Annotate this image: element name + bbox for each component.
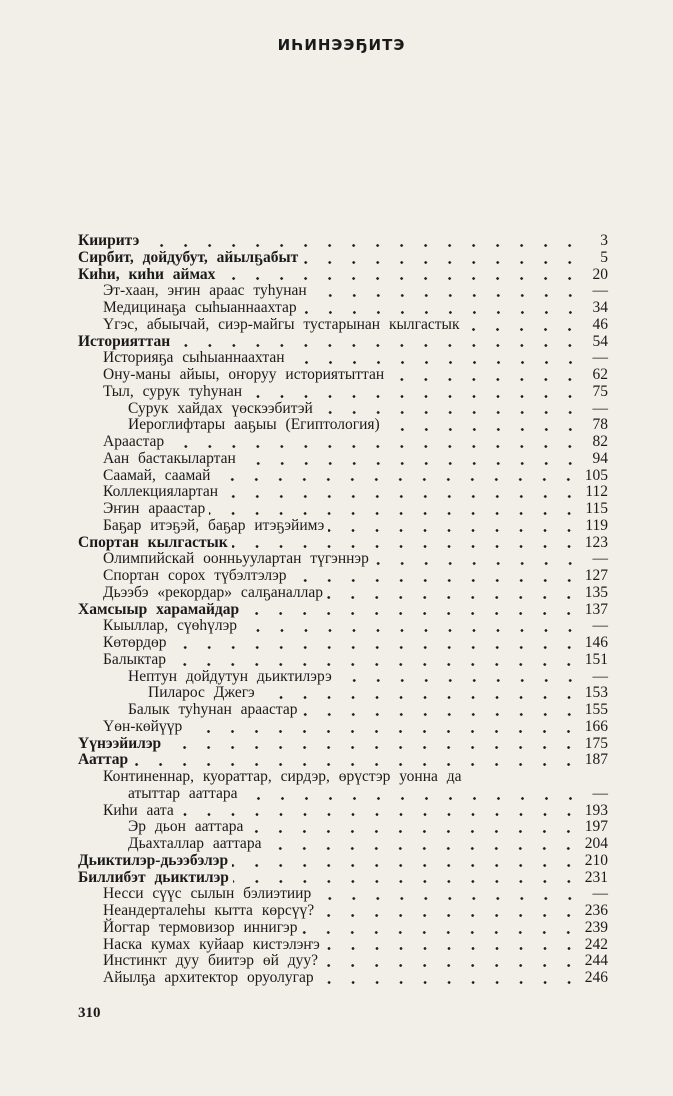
toc-entry bbox=[78, 769, 608, 786]
toc-entry bbox=[78, 451, 608, 468]
toc-entry-page: 151 bbox=[584, 650, 608, 668]
toc-entry bbox=[78, 886, 608, 903]
toc-entry bbox=[78, 903, 608, 920]
toc-entry bbox=[78, 468, 608, 485]
toc-entry-title: Киһи аата bbox=[103, 801, 174, 819]
toc-entry-title: Үөн-көйүүр bbox=[103, 717, 183, 735]
toc-entry-title: Киһи, киһи аймах bbox=[78, 265, 216, 283]
toc-entry-page: — bbox=[592, 667, 608, 685]
dot-leader bbox=[171, 646, 581, 649]
toc-entry-page: 204 bbox=[584, 835, 608, 852]
toc-entry-title: Несси сүүс сылын бэлиэтиир bbox=[103, 885, 312, 903]
toc-entry bbox=[78, 635, 608, 652]
toc-entry-title: Үгэс, абыычай, сиэр-майгы тустарынан кылгастык bbox=[103, 315, 460, 333]
dot-leader bbox=[289, 361, 583, 364]
toc-entry-title: Йогтар термовизор иннигэр bbox=[103, 918, 298, 936]
toc-entry-page: 137 bbox=[584, 600, 608, 618]
toc-entry-page: 197 bbox=[584, 818, 608, 836]
toc-entry-page: 75 bbox=[592, 382, 608, 400]
toc-entry bbox=[78, 250, 608, 267]
page-heading: ИҺИНЭЭҔИТЭ bbox=[277, 36, 406, 54]
toc-entry-title: атыттар ааттара bbox=[128, 784, 238, 802]
dot-leader bbox=[291, 579, 581, 582]
toc-entry bbox=[78, 551, 608, 568]
toc-entry-page: 46 bbox=[592, 315, 608, 333]
toc-entry-title: Сирбит, дойдубут, айылҕабыт bbox=[78, 248, 299, 266]
toc-entry bbox=[78, 334, 608, 351]
toc-entry-title: Инстинкт дуу биитэр өй дуу? bbox=[103, 952, 319, 970]
toc-entry bbox=[78, 233, 608, 250]
toc-entry-page: 166 bbox=[584, 717, 608, 735]
toc-entry bbox=[78, 618, 608, 635]
dot-leader bbox=[327, 596, 581, 599]
toc-entry bbox=[78, 535, 608, 552]
toc-entry bbox=[78, 518, 608, 535]
toc-entry-title: Спортан сорох түбэлтэлэр bbox=[103, 567, 287, 584]
dot-leader bbox=[301, 311, 582, 314]
toc-entry-page: — bbox=[592, 349, 608, 367]
toc-entry-page: — bbox=[592, 784, 608, 802]
dot-leader bbox=[373, 562, 582, 565]
toc-entry-page: 115 bbox=[585, 500, 608, 517]
toc-entry-page: 236 bbox=[584, 902, 608, 919]
toc-entry bbox=[78, 652, 608, 669]
toc-entry bbox=[78, 317, 608, 334]
dot-leader bbox=[265, 847, 580, 850]
toc-entry bbox=[78, 434, 608, 451]
toc-entry-page: — bbox=[592, 550, 608, 568]
toc-entry-page: — bbox=[592, 617, 608, 635]
toc-entry-page: — bbox=[592, 885, 608, 903]
toc-entry-title: Олимпийскай оонньуулартан түгэннэр bbox=[103, 550, 369, 568]
toc-entry-page: 112 bbox=[585, 483, 608, 501]
toc-entry bbox=[78, 501, 608, 518]
toc-entry-page: 127 bbox=[584, 567, 608, 584]
toc-entry-page: 5 bbox=[600, 248, 608, 266]
toc-entry-title: Аан бастакылартан bbox=[103, 449, 236, 467]
toc-entry-title: Историяттан bbox=[78, 332, 171, 350]
toc-entry-title: Ааттар bbox=[78, 751, 129, 769]
toc-entry bbox=[78, 752, 608, 769]
toc-entry-title: Спортан кылгастык bbox=[78, 533, 228, 551]
toc-entry-title: Тыл, сурук туһунан bbox=[103, 382, 243, 400]
dot-leader bbox=[233, 880, 581, 883]
dot-leader bbox=[209, 512, 581, 515]
toc-entry-page: — bbox=[592, 282, 608, 300]
dot-leader bbox=[168, 445, 582, 448]
toc-entry-page: 231 bbox=[584, 868, 608, 886]
dot-leader bbox=[318, 914, 581, 917]
toc-entry-title: Биллибэт дьиктилэр bbox=[78, 868, 229, 886]
toc-entry bbox=[78, 953, 608, 970]
dot-leader bbox=[247, 830, 580, 833]
toc-entry-title: Баҕар итэҕэй, баҕар итэҕэйимэ bbox=[103, 516, 325, 534]
toc-entry bbox=[78, 970, 608, 987]
toc-entry-page: 82 bbox=[592, 433, 608, 450]
toc-entry bbox=[78, 367, 608, 384]
toc-entry-title: Кииритэ bbox=[78, 232, 140, 249]
toc-entry bbox=[78, 283, 608, 300]
toc-entry bbox=[78, 384, 608, 401]
toc-entry bbox=[78, 870, 608, 887]
toc-entry bbox=[78, 920, 608, 937]
toc-entry-title: Айылҕа архитектор оруолугар bbox=[103, 969, 314, 986]
table-of-contents bbox=[78, 233, 608, 987]
toc-entry-title: Эр дьон ааттара bbox=[128, 818, 244, 836]
toc-entry bbox=[78, 350, 608, 367]
toc-entry-page: 193 bbox=[584, 801, 608, 819]
dot-leader bbox=[318, 981, 581, 984]
dot-leader bbox=[240, 462, 582, 465]
toc-entry-title: Неандерталеһы кытта көрсүү? bbox=[103, 902, 315, 919]
toc-entry-page: 146 bbox=[584, 634, 608, 651]
toc-entry-page: 3 bbox=[600, 232, 608, 249]
toc-entry-title: Балыктар bbox=[103, 650, 166, 668]
toc-entry bbox=[78, 669, 608, 686]
dot-leader bbox=[219, 277, 582, 280]
dot-leader bbox=[328, 529, 581, 532]
toc-entry bbox=[78, 736, 608, 753]
toc-entry-title: Хамсыыр харамайдар bbox=[78, 600, 240, 618]
toc-entry-page: 62 bbox=[592, 366, 608, 383]
dot-leader bbox=[222, 495, 581, 498]
toc-entry bbox=[78, 937, 608, 954]
toc-entry-title: Араастар bbox=[103, 433, 165, 450]
dot-leader bbox=[301, 931, 580, 934]
toc-entry-title: Иероглифтары ааҕыы (Египтология) bbox=[128, 416, 380, 434]
toc-entry bbox=[78, 836, 608, 853]
dot-leader bbox=[463, 328, 582, 331]
toc-entry-page: 119 bbox=[585, 516, 608, 534]
toc-entry-title: Нептун дойдутун дьиктилэрэ bbox=[128, 667, 332, 685]
toc-entry-page: 155 bbox=[584, 701, 608, 718]
dot-leader bbox=[315, 897, 582, 900]
dot-leader bbox=[259, 696, 581, 699]
toc-entry bbox=[78, 267, 608, 284]
toc-entry bbox=[78, 417, 608, 434]
toc-entry-page: 54 bbox=[592, 332, 608, 350]
toc-entry-page: 244 bbox=[584, 952, 608, 970]
toc-entry-title: Үүнээйилэр bbox=[78, 734, 162, 752]
toc-entry-title: Сурук хайдах үөскээбитэй bbox=[128, 399, 313, 417]
toc-entry-page: 20 bbox=[592, 265, 608, 283]
toc-entry-page: 105 bbox=[584, 466, 608, 484]
page-number: 310 bbox=[78, 1005, 101, 1021]
dot-leader bbox=[178, 813, 581, 816]
toc-entry-title: Дьиктилэр-дьээбэлэр bbox=[78, 851, 229, 869]
dot-leader bbox=[186, 730, 581, 733]
toc-entry-page: 242 bbox=[584, 935, 608, 953]
toc-entry-title: Наска кумах куйаар кистэлэҥэ bbox=[103, 935, 320, 953]
toc-entry bbox=[78, 568, 608, 585]
toc-entry bbox=[78, 484, 608, 501]
toc-entry-title: Континеннар, куораттар, сирдэр, өрүстэр уонна да bbox=[103, 768, 462, 785]
toc-entry-title: Эт-хаан, эҥин араас туһунан bbox=[103, 282, 307, 300]
toc-entry-page: 153 bbox=[584, 684, 608, 702]
toc-entry-title: Эҥин араастар bbox=[103, 500, 206, 517]
toc-entry-page: 187 bbox=[584, 751, 608, 769]
toc-entry bbox=[78, 685, 608, 702]
dot-leader bbox=[302, 261, 582, 264]
toc-entry-page: 123 bbox=[584, 533, 608, 551]
toc-entry-page: 34 bbox=[592, 299, 608, 316]
dot-leader bbox=[322, 964, 581, 967]
toc-entry-page: 175 bbox=[584, 734, 608, 752]
dot-leader bbox=[232, 864, 581, 867]
toc-entry bbox=[78, 300, 608, 317]
toc-entry-title: Балык туһунан араастар bbox=[128, 701, 298, 718]
dot-leader bbox=[132, 763, 581, 766]
toc-entry-page: 210 bbox=[584, 851, 608, 869]
toc-entry-page: 94 bbox=[592, 449, 608, 467]
dot-leader bbox=[336, 679, 582, 682]
dot-leader bbox=[302, 713, 581, 716]
dot-leader bbox=[165, 746, 581, 749]
toc-entry-page: 239 bbox=[584, 918, 608, 936]
toc-entry bbox=[78, 853, 608, 870]
toc-entry bbox=[78, 702, 608, 719]
toc-entry-title: Пиларос Джегэ bbox=[148, 684, 255, 702]
toc-entry-page: 78 bbox=[592, 416, 608, 434]
toc-entry bbox=[78, 585, 608, 602]
toc-entry bbox=[78, 819, 608, 836]
dot-leader bbox=[170, 663, 581, 666]
dot-leader bbox=[174, 344, 582, 347]
toc-entry bbox=[78, 786, 608, 803]
toc-entry-page: 135 bbox=[584, 583, 608, 601]
toc-entry-title: Коллекциялартан bbox=[103, 483, 219, 501]
toc-entry bbox=[78, 602, 608, 619]
toc-entry-title: Историяҕа сыһыаннаахтан bbox=[103, 349, 285, 367]
dot-leader bbox=[324, 947, 581, 950]
toc-entry-page: — bbox=[592, 399, 608, 417]
dot-leader bbox=[242, 797, 582, 800]
toc-entry bbox=[78, 803, 608, 820]
toc-entry-title: Саамай, саамай bbox=[103, 466, 211, 484]
toc-entry-title: Кыыллар, сүөһүлэр bbox=[103, 617, 238, 635]
toc-entry bbox=[78, 719, 608, 736]
dot-leader bbox=[214, 478, 580, 481]
dot-leader bbox=[311, 294, 582, 297]
dot-leader bbox=[388, 378, 582, 381]
toc-entry-title: Дьахталлар ааттара bbox=[128, 835, 262, 852]
toc-entry-title: Көтөрдөр bbox=[103, 634, 167, 651]
dot-leader bbox=[246, 395, 582, 398]
toc-entry-title: Дьээбэ «рекордар» салҕаналлар bbox=[103, 583, 324, 601]
dot-leader bbox=[143, 244, 582, 247]
dot-leader bbox=[241, 629, 582, 632]
dot-leader bbox=[317, 411, 582, 414]
dot-leader bbox=[384, 428, 582, 431]
dot-leader bbox=[232, 545, 581, 548]
toc-entry-title: Медицинаҕа сыһыаннаахтар bbox=[103, 299, 297, 316]
toc-entry bbox=[78, 401, 608, 418]
toc-entry-title: Ону-маны айыы, оҥоруу историятыттан bbox=[103, 366, 385, 383]
dot-leader bbox=[243, 612, 581, 615]
toc-entry-page: 246 bbox=[584, 969, 608, 986]
